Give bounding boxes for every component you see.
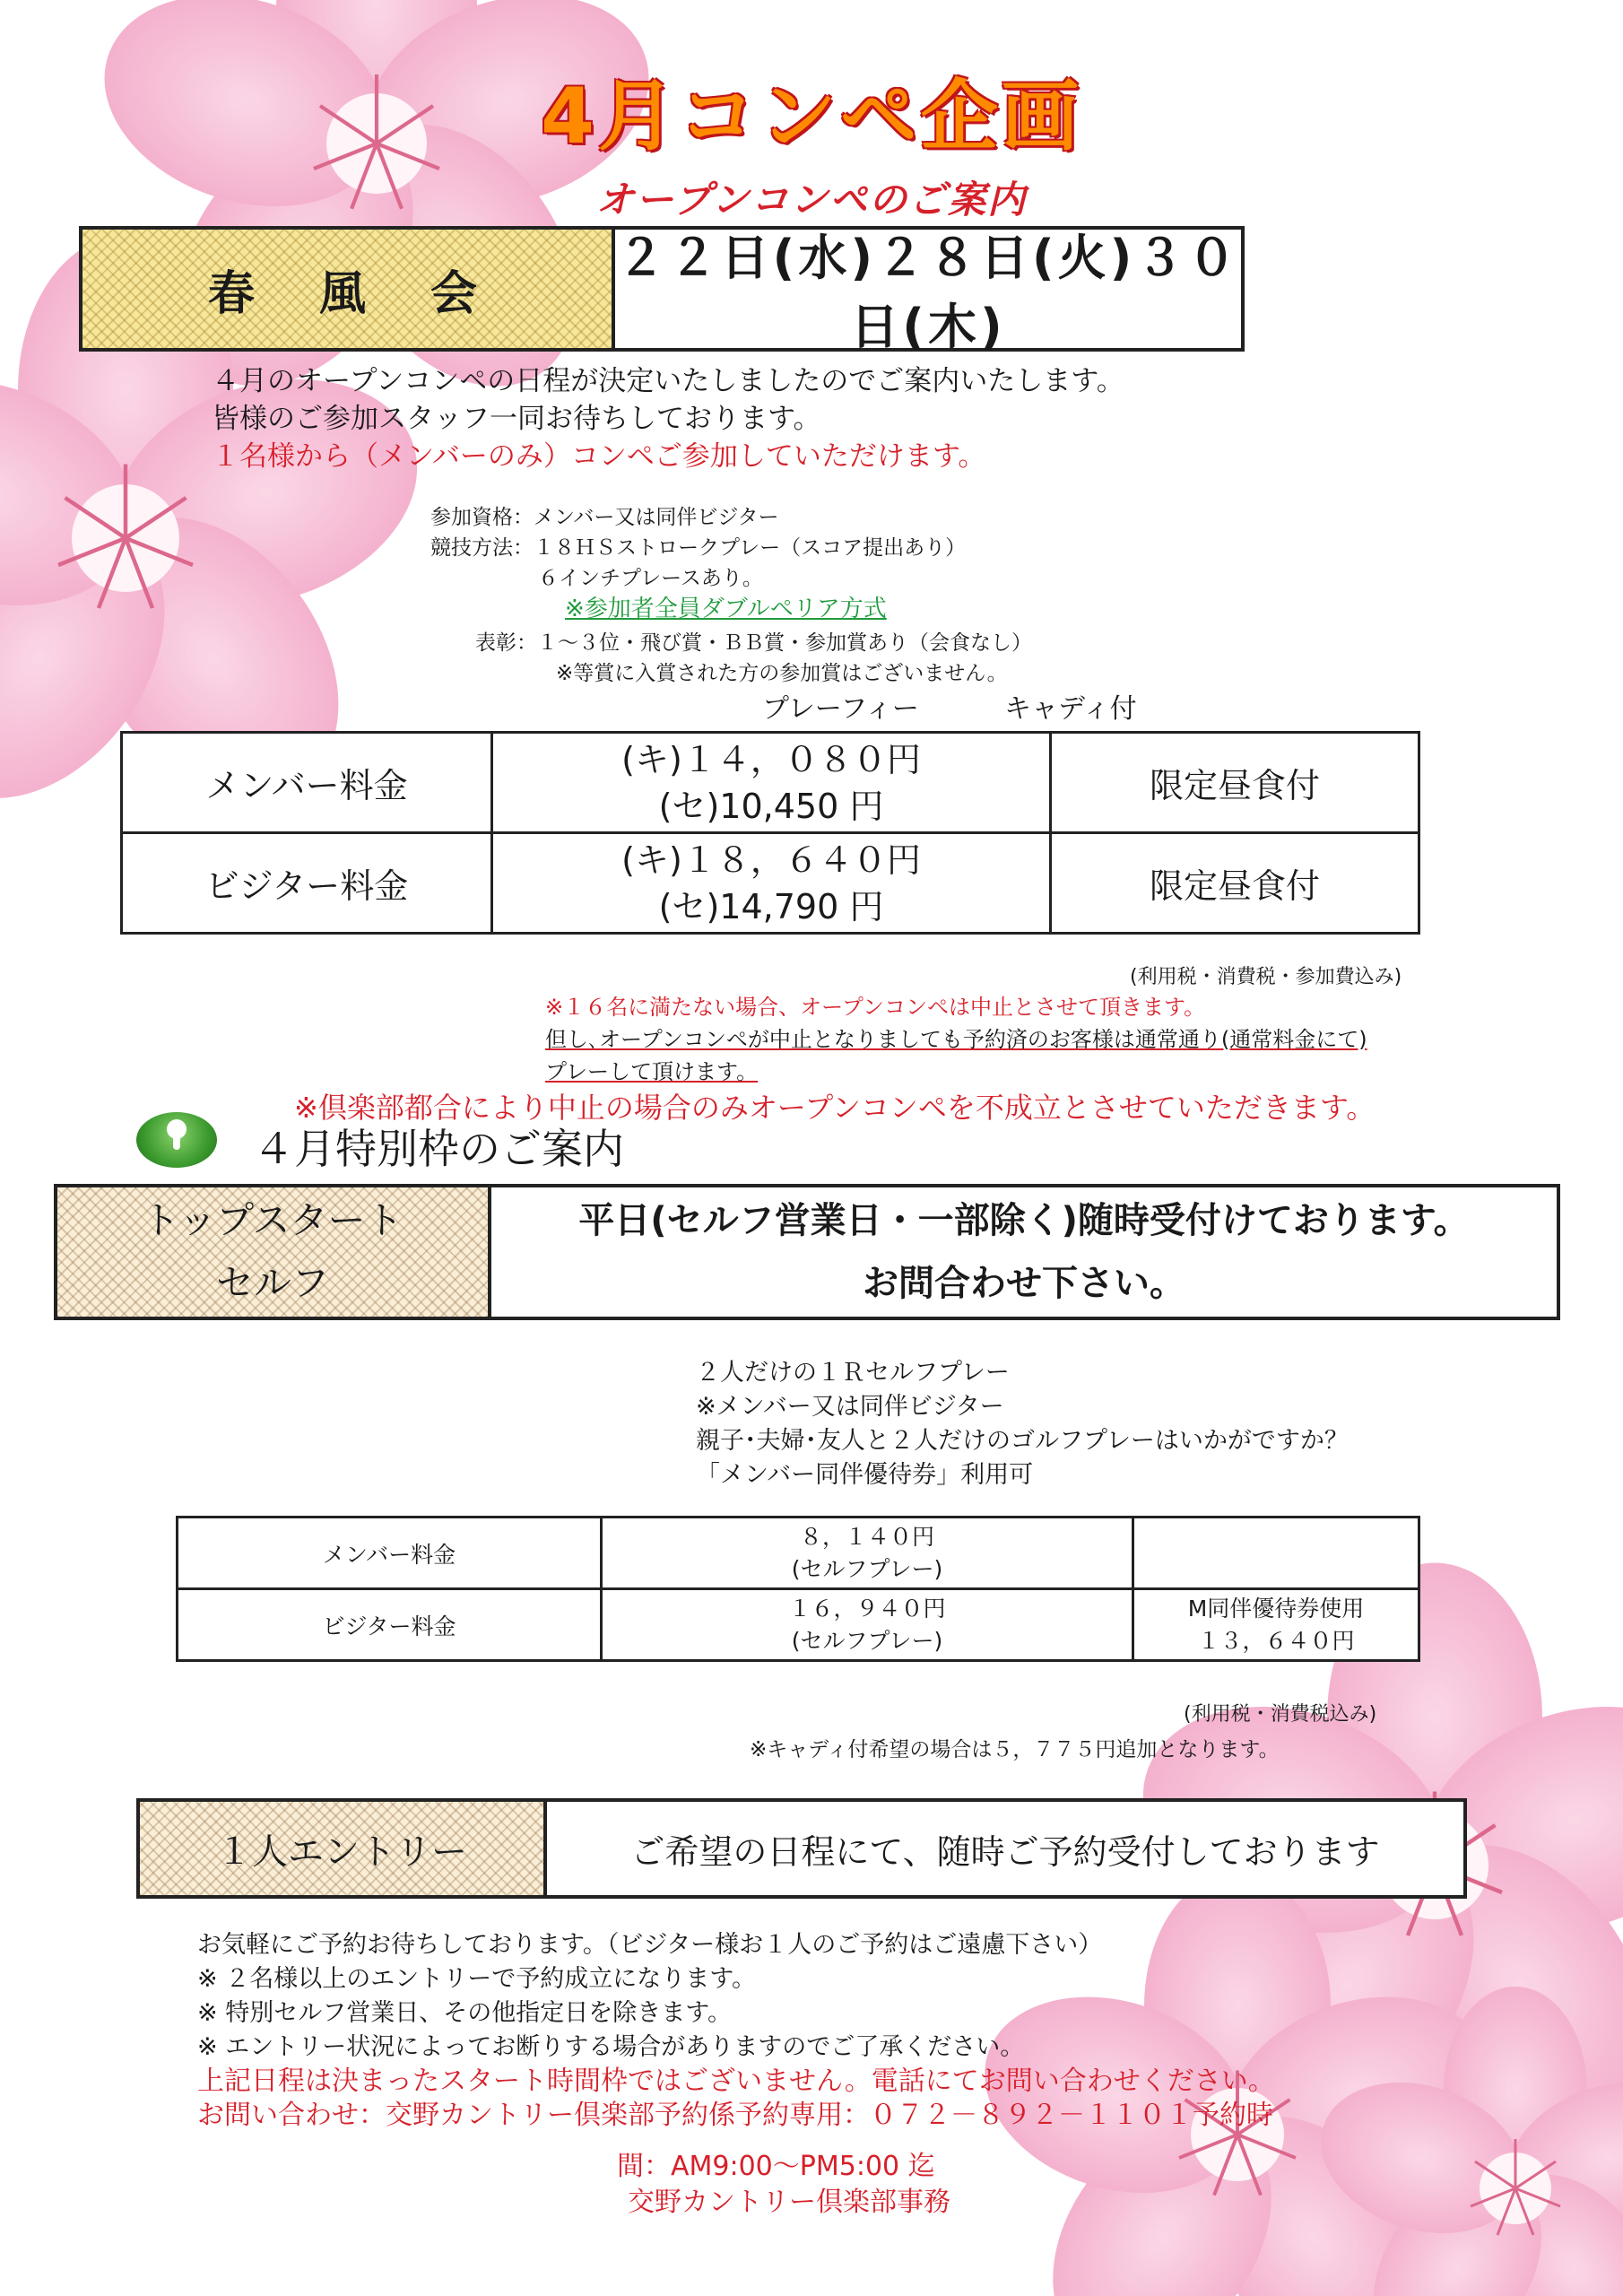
intro-line: 皆様のご参加スタッフ一同お待ちしております。 <box>212 403 821 435</box>
rules-block <box>430 502 966 624</box>
special-box <box>54 1184 1560 1320</box>
table-row <box>178 1589 1419 1661</box>
open-comp-dates: ２２日(水)２８日(火)３０日(木) <box>616 230 1240 355</box>
open-comp-dates-cell <box>615 230 1241 355</box>
special-desc-line: 「メンバー同伴優待券」利用可 <box>696 1461 1034 1489</box>
rule-eligibility: 参加資格：メンバー又は同伴ビジター <box>430 506 779 529</box>
solo-info-cell <box>547 1802 1463 1895</box>
special-heading: ４月特別枠のご案内 <box>253 1125 624 1173</box>
comp-tax-note: (利用税・消費税・参加費込み) <box>1130 966 1402 988</box>
footer-hours: 間：AM9:00～PM5:00 迄 <box>617 2151 935 2182</box>
intro-text <box>212 362 1124 475</box>
self-fee-price <box>602 1518 1133 1589</box>
footer-line: 上記日程は決まったスタート時間枠ではございません。電話にてお問い合わせください。 <box>197 2066 1275 2097</box>
special-desc-line: ※メンバー又は同伴ビジター <box>696 1393 1004 1421</box>
table-row <box>122 733 1419 833</box>
self-fee-extra-line: M同伴優待券使用 <box>1187 1595 1365 1622</box>
intro-line: ４月のオープンコンペの日程が決定いたしましたのでご案内いたします。 <box>212 365 1124 397</box>
fee-price-caddie: (キ)１４，０８０円 <box>621 739 921 779</box>
open-comp-name-cell <box>82 230 615 348</box>
fee-header-caddie: キャディ付 <box>1004 693 1137 725</box>
self-fee-table <box>176 1516 1420 1662</box>
fee-price <box>492 833 1051 934</box>
open-comp-header <box>79 226 1245 355</box>
solo-entry-box <box>136 1798 1467 1899</box>
cancel-notice: ※倶楽部都合により中止の場合のみオープンコンペを不成立とさせていただきます。 <box>294 1091 1376 1125</box>
rule-peoria: ※参加者全員ダブルペリア方式 <box>565 596 887 622</box>
page-title: 4月コンペ企画 <box>541 72 1082 161</box>
fee-price <box>492 733 1051 833</box>
cancel-line: 但し､オープンコンペが中止となりましても予約済のお客様は通常通り(通常料金にて) <box>545 1027 1367 1052</box>
table-row <box>178 1518 1419 1589</box>
rule-awards: 表彰：１～３位・飛び賞・ＢＢ賞・参加賞あり（会食なし） <box>475 631 1032 655</box>
solo-label-cell <box>140 1802 547 1895</box>
self-tax-note: (利用税・消費税込み) <box>1184 1703 1377 1726</box>
footer-line: ※ エントリー状況によってお断りする場合がありますのでご了承ください。 <box>197 2033 1025 2061</box>
caddie-note: ※キャディ付希望の場合は５，７７５円追加となります。 <box>750 1738 1280 1761</box>
cancel-line: ※１６名に満たない場合、オープンコンペは中止とさせて頂きます。 <box>545 995 1206 1020</box>
fee-note: 限定昼食付 <box>1051 833 1419 934</box>
open-comp-name: 春 風 会 <box>207 266 486 321</box>
page-subtitle: オープンコンペのご案内 <box>595 178 1028 222</box>
self-fee-price-value: １６，９４０円 <box>788 1595 946 1622</box>
rule-format: 競技方法：１８ＨＳストロークプレー（スコア提出あり） <box>430 536 967 560</box>
footer-line: お気軽にご予約お待ちしております。（ビジター様お１人のご予約はご遠慮下さい） <box>197 1931 1103 1959</box>
special-info: お問合わせ下さい。 <box>863 1263 1185 1304</box>
special-desc-line: 親子･夫婦･友人と２人だけのゴルフプレーはいかがですか？ <box>696 1427 1349 1455</box>
special-info: 平日(セルフ営業日・一部除く)随時受付けております。 <box>578 1200 1470 1241</box>
special-description <box>696 1356 1349 1492</box>
rule-preferred-lies: ６インチプレースあり。 <box>538 567 763 590</box>
self-fee-extra-line: １３，６４０円 <box>1197 1627 1355 1654</box>
self-fee-price-sub: (セルフプレー) <box>791 1627 943 1654</box>
golf-ball-icon <box>136 1112 217 1168</box>
solo-label: １人エントリー <box>216 1831 467 1873</box>
footer-office: 交野カントリー倶楽部事務 <box>628 2187 950 2218</box>
fee-type: メンバー料金 <box>122 733 492 833</box>
special-label: トップスタート <box>142 1198 404 1242</box>
special-label: セルフ <box>215 1261 329 1305</box>
fee-price-self: (セ)14,790 円 <box>658 886 884 926</box>
special-desc-line: ２人だけの１Ｒセルフプレー <box>696 1359 1010 1387</box>
fee-price-self: (セ)10,450 円 <box>658 786 884 826</box>
self-fee-extra <box>1133 1518 1419 1589</box>
self-fee-type: ビジター料金 <box>178 1589 602 1661</box>
cancel-line: プレーして頂けます。 <box>545 1059 759 1084</box>
fee-header-play: プレーフィー <box>762 693 919 725</box>
footer-line: ※ 特別セルフ営業日、その他指定日を除きます。 <box>197 1999 733 2027</box>
footer-notes <box>197 1928 1275 2133</box>
rule-awards-note: ※等賞に入賞された方の参加賞はございません。 <box>556 662 1008 685</box>
footer-contact: お問い合わせ：交野カントリー倶楽部予約係予約専用：０７２－８９２－１１０１予約時 <box>197 2100 1273 2131</box>
fee-note: 限定昼食付 <box>1051 733 1419 833</box>
self-fee-price-sub: (セルフプレー) <box>791 1555 943 1582</box>
comp-fee-table <box>120 731 1420 935</box>
self-fee-price <box>602 1589 1133 1661</box>
self-fee-type: メンバー料金 <box>178 1518 602 1589</box>
fee-price-caddie: (キ)１８，６４０円 <box>621 839 921 880</box>
special-info-cell <box>491 1187 1557 1317</box>
fee-type: ビジター料金 <box>122 833 492 934</box>
intro-highlight: １名様から（メンバーのみ）コンペご参加していただけます。 <box>212 440 986 473</box>
table-row <box>122 833 1419 934</box>
solo-info: ご希望の日程にて、随時ご予約受付しております <box>630 1831 1380 1872</box>
self-fee-price-value: ８，１４０円 <box>799 1523 934 1550</box>
special-label-cell <box>57 1187 491 1317</box>
awards-block <box>475 628 1032 689</box>
footer-line: ※ ２名様以上のエントリーで予約成立になります。 <box>197 1965 757 1993</box>
self-fee-extra <box>1133 1589 1419 1661</box>
cancel-notes <box>545 991 1367 1088</box>
